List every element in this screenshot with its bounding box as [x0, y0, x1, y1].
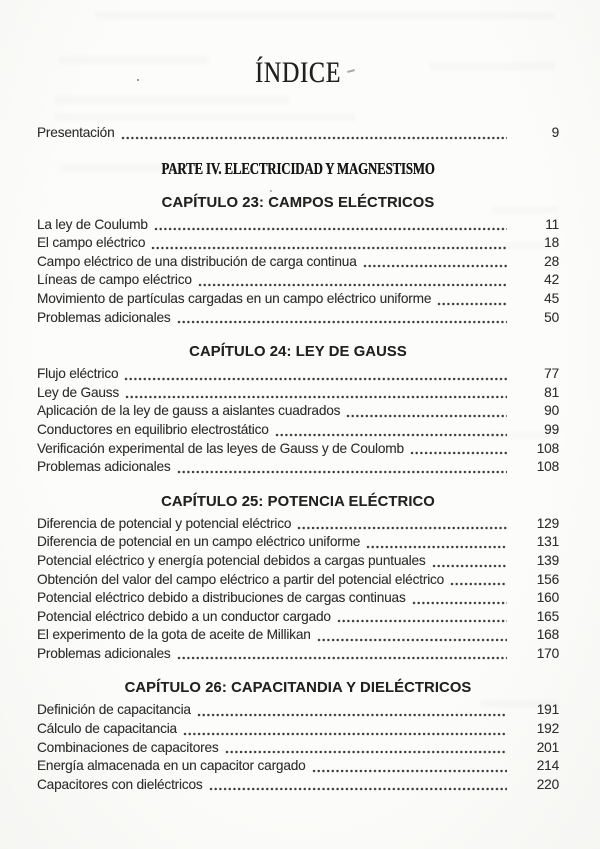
toc-entry-label: Diferencia de potencial y potencial eléctrico [37, 515, 292, 531]
toc-entry-label: Definición de capacitancia [37, 702, 191, 718]
toc-entry-label: Capacitores con dieléctricos [37, 776, 203, 792]
toc-entry-row [37, 402, 559, 421]
toc-entry-page-number: 139 [536, 552, 559, 568]
toc-entry-row [37, 757, 559, 776]
toc-entry-row [37, 515, 559, 534]
dot-leader [198, 283, 507, 287]
chapter-heading: CAPÍTULO 23: CAMPOS ELÉCTRICOS [161, 194, 435, 211]
toc-entry-page-number: 131 [536, 534, 559, 550]
dot-leader [437, 302, 507, 306]
toc-entry-label: Potencial eléctrico debido a un conductor cargado [37, 608, 331, 624]
dot-leader [297, 526, 507, 530]
toc-entry-label: Presentación [37, 125, 115, 140]
dot-leader [346, 414, 507, 418]
part-heading: PARTE IV. ELECTRICIDAD Y MAGNESTISMO [161, 158, 435, 178]
toc-entry-row [37, 234, 559, 253]
dot-leader [177, 470, 507, 474]
toc-entry-page-number: 18 [544, 235, 559, 251]
chapter-heading: CAPÍTULO 25: POTENCIA ELÉCTRICO [161, 493, 435, 510]
toc-entry-label: Diferencia de potencial en un campo eléctrico uniforme [37, 534, 361, 550]
toc-entry-label: Movimiento de partículas cargadas en un campo eléctrico uniforme [37, 290, 432, 306]
toc-entry-page-number: 77 [544, 366, 559, 382]
toc-entry-label: Obtención del valor del campo eléctrico a partir del potencial eléctrico [37, 571, 445, 587]
toc-entry-page-number: 168 [536, 627, 559, 643]
dot-leader [225, 750, 507, 754]
toc-entry-row [37, 309, 559, 328]
dot-leader [209, 787, 507, 791]
toc-entry-label: Ley de Gauss [37, 384, 120, 400]
toc-entry-page-number: 9 [551, 125, 559, 140]
dot-leader [154, 227, 507, 231]
toc-entry-label: Aplicación de la ley de gauss a aislantes cuadrados [37, 403, 341, 419]
toc-entry-label: Conductores en equilibrio electrostático [37, 421, 269, 437]
dot-leader [337, 619, 507, 623]
dot-leader [450, 582, 507, 586]
toc-entry-page-number: 165 [536, 608, 559, 624]
toc-entry-row [37, 271, 559, 290]
toc-entry-row [37, 739, 559, 758]
toc-entry-row [37, 645, 559, 664]
toc-entry-row [37, 290, 559, 309]
toc-entry-page-number: 81 [544, 384, 559, 400]
toc-entry-row [37, 589, 559, 608]
chapter-heading: CAPÍTULO 24: LEY DE GAUSS [189, 344, 407, 361]
dot-leader [363, 264, 507, 268]
toc-entry-page-number: 28 [544, 253, 559, 269]
toc-entry-row [37, 626, 559, 645]
toc-entry-page-number: 11 [545, 216, 559, 232]
toc-entry-page-number: 42 [544, 272, 559, 288]
page-title: ÍNDICE [254, 56, 342, 89]
toc-entry-row [37, 440, 559, 459]
toc-entry-page-number: 192 [536, 721, 559, 737]
dot-leader [177, 320, 507, 324]
toc-entry-page-number: 90 [544, 403, 559, 419]
dot-leader [275, 433, 507, 437]
chapter-heading: CAPÍTULO 26: CAPACITANDIA Y DIELÉCTRICOS [124, 680, 472, 697]
toc-entry-label: El experimento de la gota de aceite de Millikan [37, 627, 311, 643]
toc-entry-page-number: 129 [536, 515, 559, 531]
toc-entry-row [37, 533, 559, 552]
toc-entry-label: Problemas adicionales [37, 645, 171, 661]
toc-entry-row [37, 124, 559, 143]
toc-entry-row [37, 421, 559, 440]
toc-entry-page-number: 201 [536, 739, 559, 755]
chapters-container [37, 194, 559, 795]
toc-entry-page-number: 160 [536, 590, 559, 606]
dot-leader [317, 638, 507, 642]
toc-entry-label: Potencial eléctrico y energía potencial debidos a cargas puntuales [37, 552, 426, 568]
toc-entry-page-number: 156 [536, 571, 559, 587]
dot-leader [432, 564, 507, 568]
toc-entry-label: La ley de Coulumb [37, 216, 148, 232]
toc-entry-page-number: 108 [536, 459, 559, 475]
toc-entry-label: Flujo eléctrico [37, 366, 119, 382]
toc-entry-page-number: 191 [536, 702, 559, 718]
toc-entry-label: Potencial eléctrico debido a distribuciones de cargas continuas [37, 590, 406, 606]
toc-entry-page-number: 99 [544, 421, 559, 437]
toc-entry-row [37, 216, 559, 235]
dot-leader [151, 246, 507, 250]
toc-entry-label: Energía almacenada en un capacitor cargado [37, 758, 306, 774]
toc-entry-row [37, 384, 559, 403]
toc-entry-page-number: 50 [544, 309, 559, 325]
toc-entry-page-number: 108 [536, 440, 559, 456]
toc-entry-row [37, 720, 559, 739]
dot-leader [410, 451, 507, 455]
toc-entry-label: Cálculo de capacitancia [37, 721, 177, 737]
toc-entry-page-number: 214 [536, 758, 559, 774]
toc-entry-row [37, 552, 559, 571]
toc-entry-row [37, 365, 559, 384]
dot-leader [124, 377, 507, 381]
dot-leader [366, 545, 507, 549]
toc-entry-row [37, 701, 559, 720]
toc-entry-page-number: 45 [544, 290, 559, 306]
toc-entry-row [37, 253, 559, 272]
toc-entry-page-number: 220 [536, 776, 559, 792]
toc-entry-label: Campo eléctrico de una distribución de carga continua [37, 253, 357, 269]
dot-leader [197, 713, 507, 717]
toc-entry-row [37, 776, 559, 795]
dot-leader [121, 136, 508, 140]
dot-leader [183, 732, 507, 736]
toc-entry-label: Verificación experimental de las leyes de Gauss y de Coulomb [37, 440, 404, 456]
toc-content [37, 0, 559, 794]
dot-leader [125, 395, 507, 399]
toc-entry-label: Problemas adicionales [37, 459, 171, 475]
toc-entry-page-number: 170 [536, 645, 559, 661]
toc-entry-label: El campo eléctrico [37, 235, 146, 251]
toc-entry-label: Líneas de campo eléctrico [37, 272, 192, 288]
toc-entry-row [37, 458, 559, 477]
dot-leader [177, 656, 507, 660]
dot-leader [412, 601, 507, 605]
toc-entry-label: Combinaciones de capacitores [37, 739, 219, 755]
dot-leader [312, 769, 507, 773]
toc-entry-label: Problemas adicionales [37, 309, 171, 325]
toc-entry-row [37, 571, 559, 590]
toc-entry-row [37, 608, 559, 627]
